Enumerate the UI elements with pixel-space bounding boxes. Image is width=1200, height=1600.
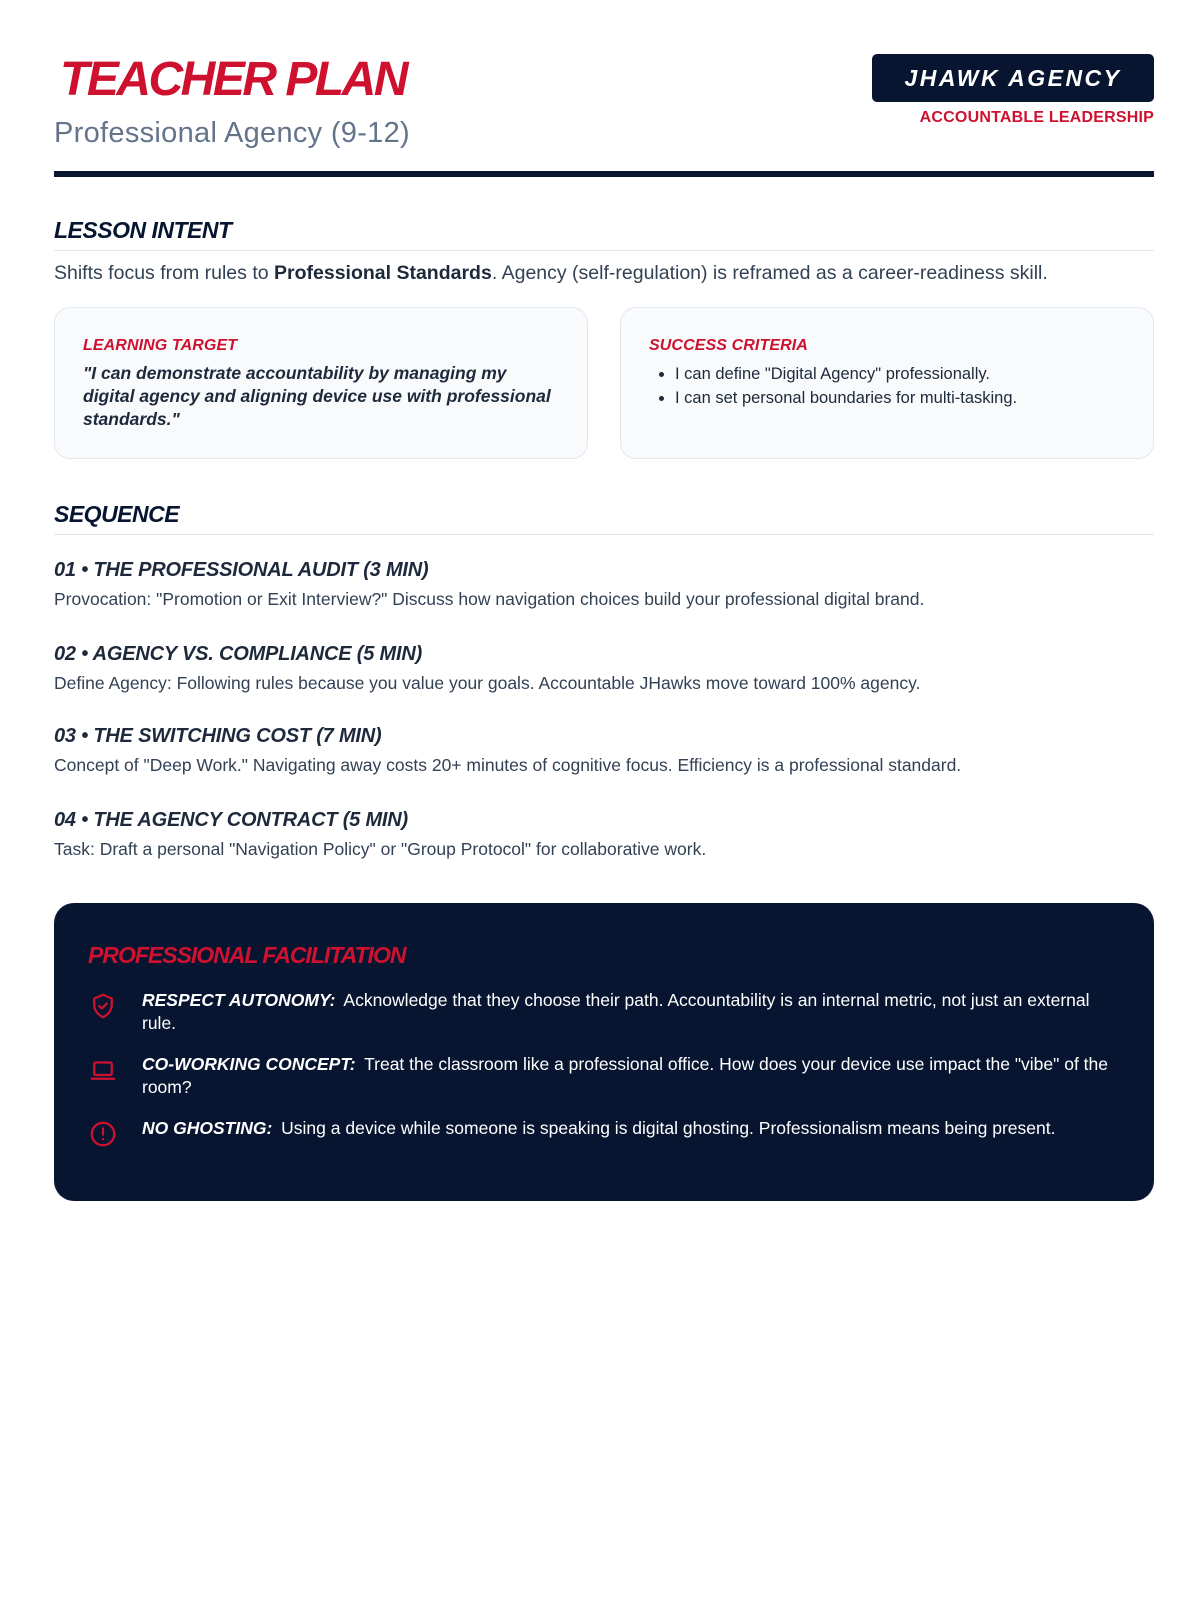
alert-circle-icon [88, 1119, 118, 1149]
step-description: Provocation: "Promotion or Exit Interview?" Discuss how navigation choices build your professional digital brand. [54, 589, 925, 609]
facilitation-text [142, 989, 1118, 1035]
criteria-item: • I can set personal boundaries for multi-tasking. [675, 386, 1125, 410]
step-title: 03 • THE SWITCHING COST (7 MIN) [54, 725, 382, 747]
step-title: 04 • THE AGENCY CONTRACT (5 MIN) [54, 809, 408, 831]
success-criteria-label: SUCCESS CRITERIA [649, 337, 808, 354]
lesson-intent-heading: LESSON INTENT [54, 216, 1154, 251]
step-description: Task: Draft a personal "Navigation Policy" or "Group Protocol" for collaborative work. [54, 839, 707, 859]
sequence-step [54, 723, 1154, 777]
facilitation-label: CO-WORKING CONCEPT: [142, 1054, 356, 1074]
agency-badge: JHAWK AGENCY [872, 54, 1154, 102]
facilitation-label: RESPECT AUTONOMY: [142, 990, 336, 1010]
facilitation-text [142, 1053, 1118, 1099]
sequence-step [54, 641, 1154, 695]
step-description: Concept of "Deep Work." Navigating away costs 20+ minutes of cognitive focus. Efficiency is a professional standard. [54, 755, 962, 775]
facilitation-body: Using a device while someone is speaking is digital ghosting. Professionalism means being present. [281, 1118, 1056, 1138]
facilitation-label: NO GHOSTING: [142, 1118, 273, 1138]
shield-check-icon [88, 991, 118, 1021]
laptop-icon [88, 1055, 118, 1085]
step-title: 01 • THE PROFESSIONAL AUDIT (3 MIN) [54, 559, 429, 581]
intent-text-end: . Agency (self-regulation) is reframed as a career-readiness skill. [491, 262, 1048, 284]
header-divider [54, 171, 1154, 177]
success-criteria-card [620, 307, 1154, 459]
facilitation-heading: PROFESSIONAL FACILITATION [88, 942, 406, 968]
page-title: TEACHER PLAN [60, 53, 407, 106]
facilitation-text [142, 1117, 1055, 1140]
sequence-step [54, 807, 1154, 861]
intent-text-start: Shifts focus from rules to [54, 262, 274, 284]
facilitation-item [88, 1117, 1118, 1149]
sequence-step [54, 557, 1154, 611]
step-description: Define Agency: Following rules because you value your goals. Accountable JHawks move toward 100% agency. [54, 673, 921, 693]
sequence-heading: SEQUENCE [54, 500, 1154, 535]
header [54, 50, 1154, 178]
facilitation-panel [54, 903, 1154, 1201]
learning-target-quote: "I can demonstrate accountability by managing my digital agency and aligning device use with professional standards." [83, 363, 551, 429]
lesson-intent-text [54, 260, 1164, 286]
success-criteria-list [649, 362, 1125, 410]
criteria-item: • I can define "Digital Agency" professionally. [675, 362, 1125, 386]
page-subtitle: Professional Agency (9-12) [54, 117, 410, 149]
learning-target-label: LEARNING TARGET [83, 337, 238, 354]
agency-tagline: ACCOUNTABLE LEADERSHIP [919, 109, 1154, 126]
learning-target-card [54, 307, 588, 459]
step-title: 02 • AGENCY VS. COMPLIANCE (5 MIN) [54, 643, 423, 665]
facilitation-item [88, 989, 1118, 1035]
intent-text-bold: Professional Standards [274, 262, 492, 284]
facilitation-body: Treat the classroom like a professional office. How does your device use impact the "vibe" of the room? [142, 1054, 1108, 1097]
facilitation-item [88, 1053, 1118, 1099]
facilitation-body: Acknowledge that they choose their path. Accountability is an internal metric, not just an external rule. [142, 990, 1090, 1033]
